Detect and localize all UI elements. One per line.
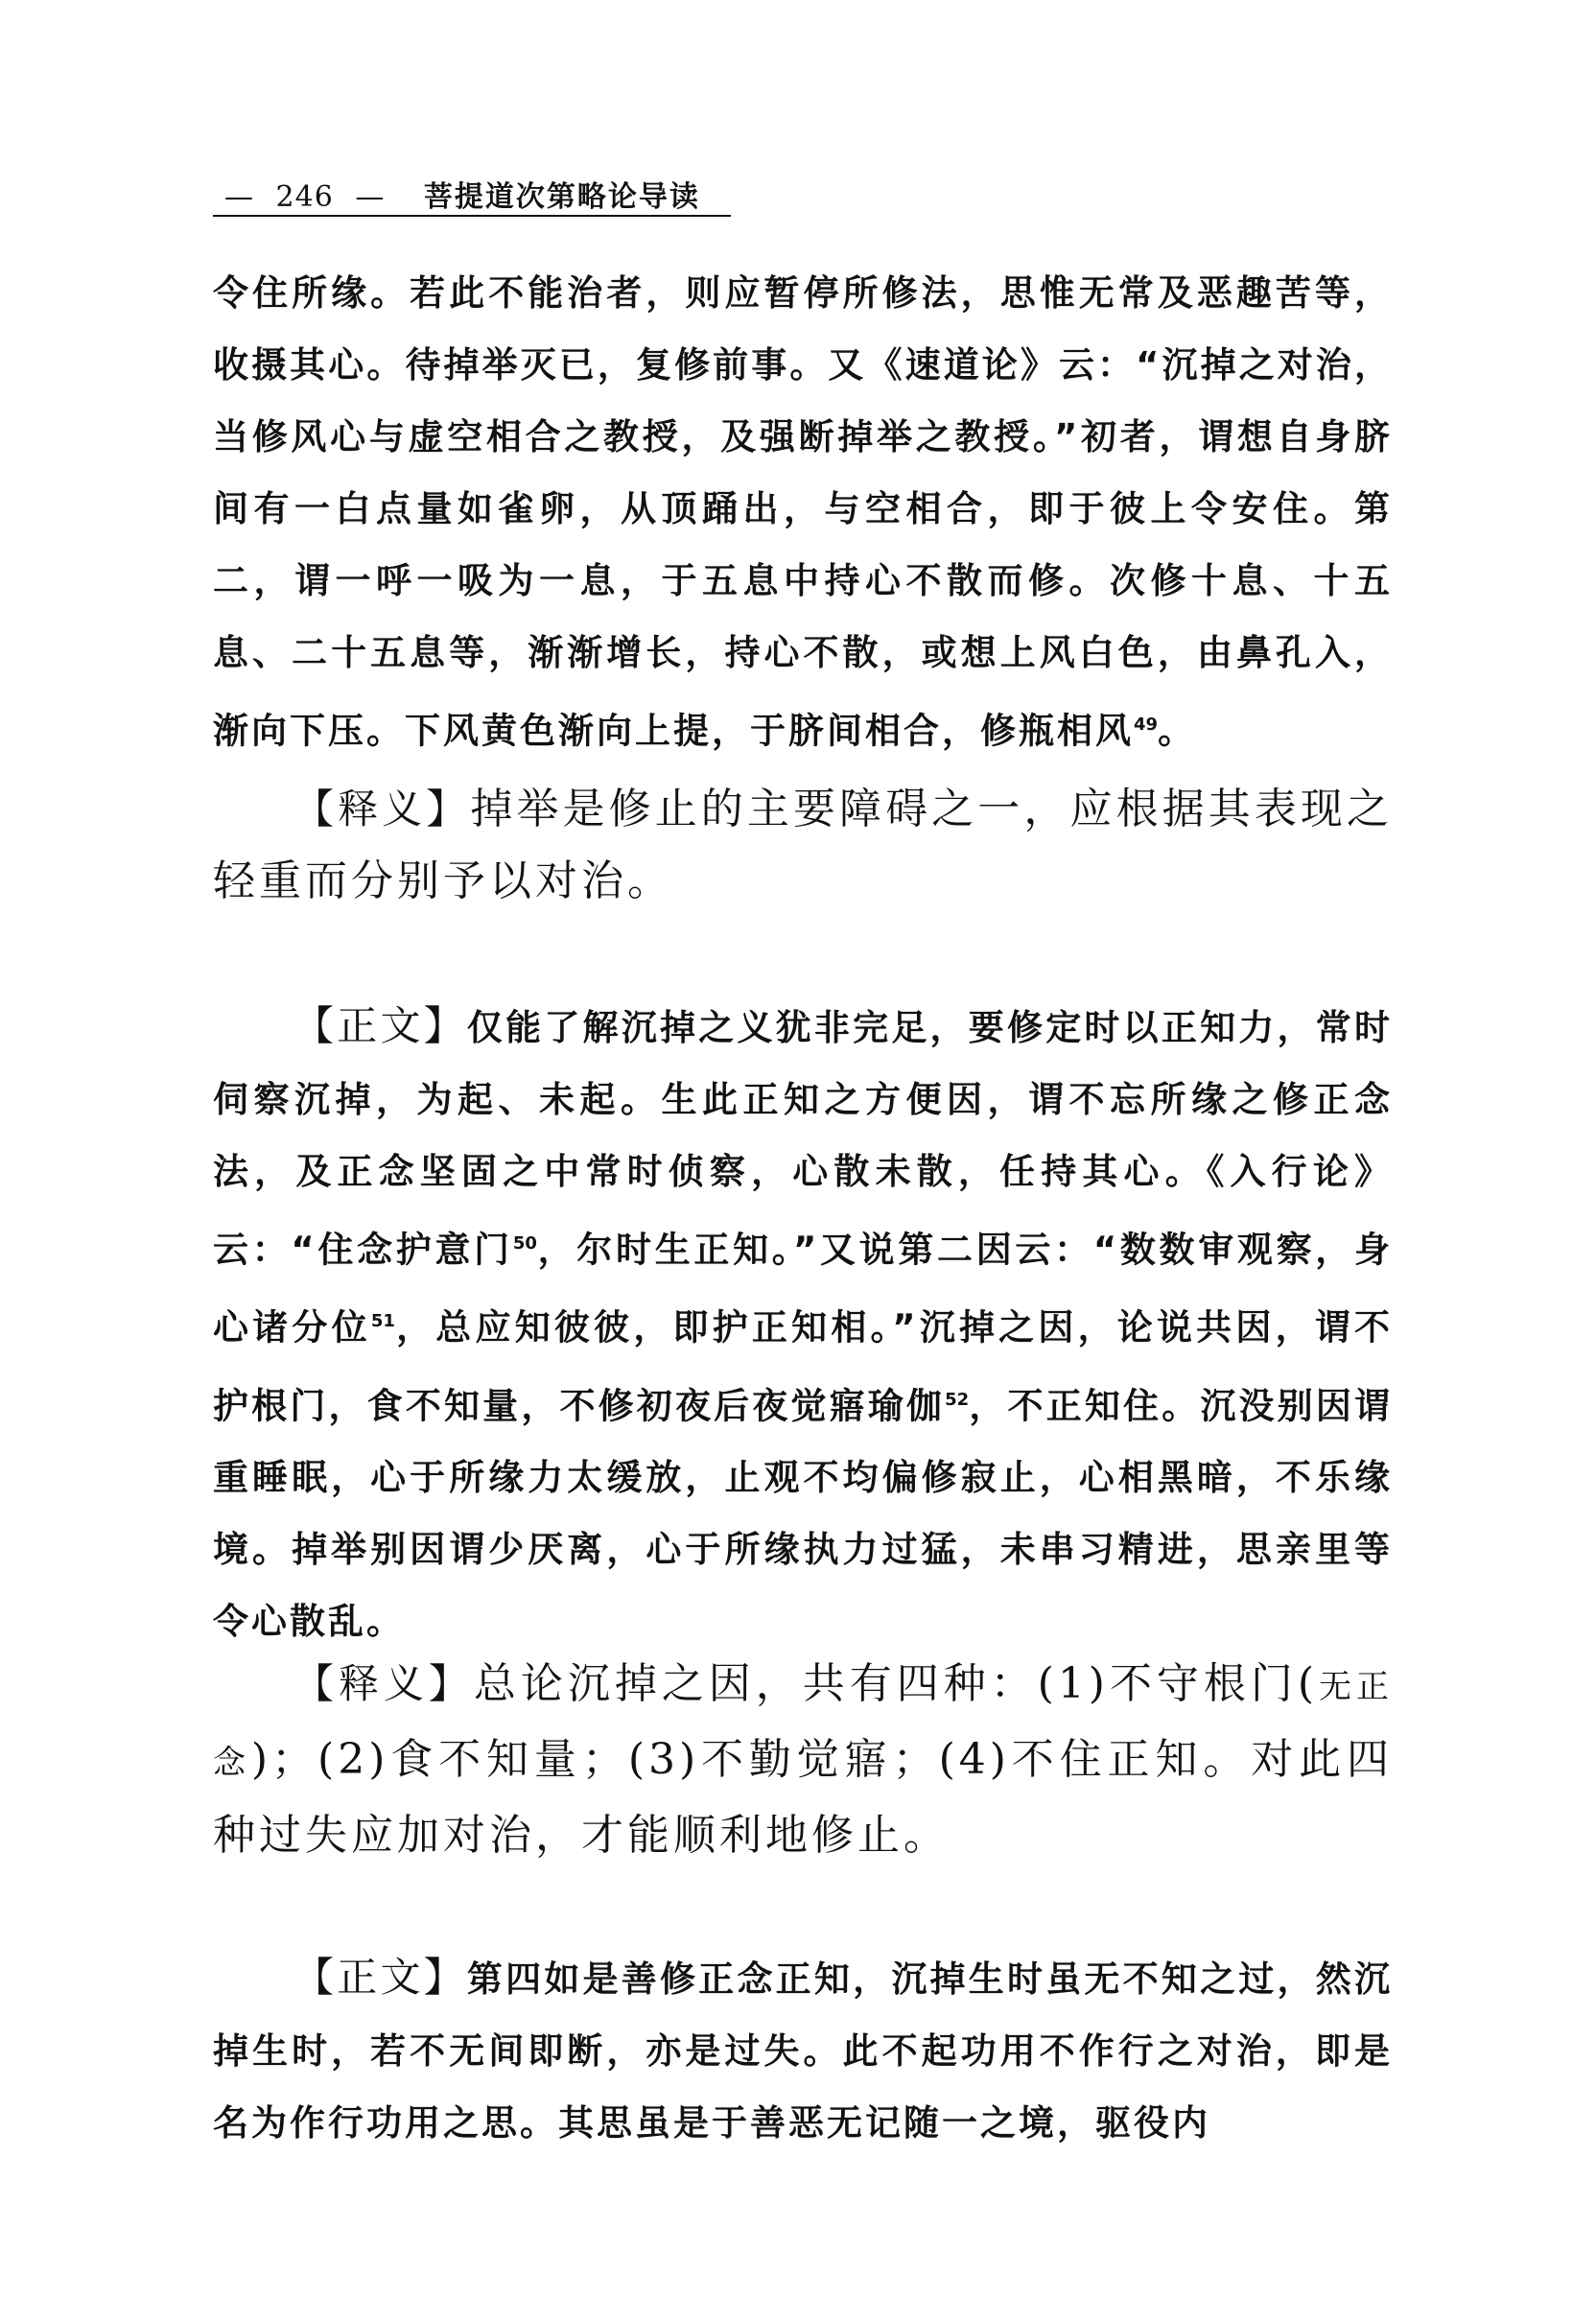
text-block-continued xyxy=(213,257,1393,766)
section-tag: 【正文】 xyxy=(293,1002,467,1049)
commentary-block xyxy=(213,773,1393,917)
main-text-block xyxy=(213,1941,1393,2159)
section-tag: 【正文】 xyxy=(293,1954,467,2001)
inline-annotation: 无正念 xyxy=(213,1668,1393,1782)
footnote-marker: 52 xyxy=(945,1389,970,1410)
running-header xyxy=(213,173,731,215)
paragraph-commentary: 【释义】掉举是修止的主要障碍之一，应根据其表现之轻重而分别予以对治。 xyxy=(213,785,1393,905)
footnote-marker: 51 xyxy=(370,1311,395,1332)
commentary-block xyxy=(213,1648,1393,1871)
footnote-marker: 49 xyxy=(1134,715,1159,735)
main-text-block xyxy=(213,990,1393,1657)
paragraph-commentary: 【释义】总论沉掉之因，共有四种：(1)不守根门(无正念)；(2)食不知量；(3)不勤觉寤；(4)不住正知。对此四种过失应加对治，才能顺利地修止。 xyxy=(213,1659,1393,1860)
header-dash-left: — xyxy=(224,180,254,214)
page-number: 246 xyxy=(275,180,334,214)
section-tag: 【释义】 xyxy=(293,1660,474,1707)
paragraph-main-text: 【正文】仅能了解沉掉之义犹非完足，要修定时以正知力，常时伺察沉掉，为起、未起。生此正知之方便因，谓不忘所缘之修正念法，及正念坚固之中常时侦察，心散未散，任持其心。《入行论》云：“住念护意门$^{50}$，尔时生正知。”又说第二因云：“数数审观察，身心诸分位$^{51}$，总应知彼彼，即护正知相。”沉掉之因，论说共因，谓不护根门，食不知量，不修初夜后夜觉寤瑜伽$^{52}$，不正知住。沉没别因谓重睡眠，心于所缘力太缓放，止观不均偏修寂止，心相黑暗，不乐缘境。掉举别因谓少厌离，心于所缘执力过猛，未串习精进，思亲里等令心散乱。 xyxy=(213,1002,1394,1642)
header-dash-right: — xyxy=(355,180,386,214)
paragraph-main-text: 【正文】第四如是善修正念正知，沉掉生时虽无不知之过，然沉掉生时，若不无间即断，亦是过失。此不起功用不作行之对治，即是名为作行功用之思。其思虽是于善恶无记随一之境，驱役内 xyxy=(213,1954,1393,2144)
paragraph-continued: 令住所缘。若此不能治者，则应暂停所修法，思惟无常及恶趣苦等，收摄其心。待掉举灭已，复修前事。又《速道论》云：“沉掉之对治，当修风心与虚空相合之教授，及强断掉举之教授。”初者，谓想自身脐间有一白点量如雀卵，从顶踊出，与空相合，即于彼上令安住。第二，谓一呼一吸为一息，于五息中持心不散而修。次修十息、十五息、二十五息等，渐渐增长，持心不散，或想上风白色，由鼻孔入，渐向下压。下风黄色渐向上提，于脐间相合，修瓶相风$^{49}$。 xyxy=(213,272,1393,752)
book-title: 菩提道次第略论导读 xyxy=(423,180,700,214)
footnote-marker: 50 xyxy=(512,1233,537,1254)
header-rule xyxy=(213,215,731,217)
section-tag: 【释义】 xyxy=(293,786,471,832)
